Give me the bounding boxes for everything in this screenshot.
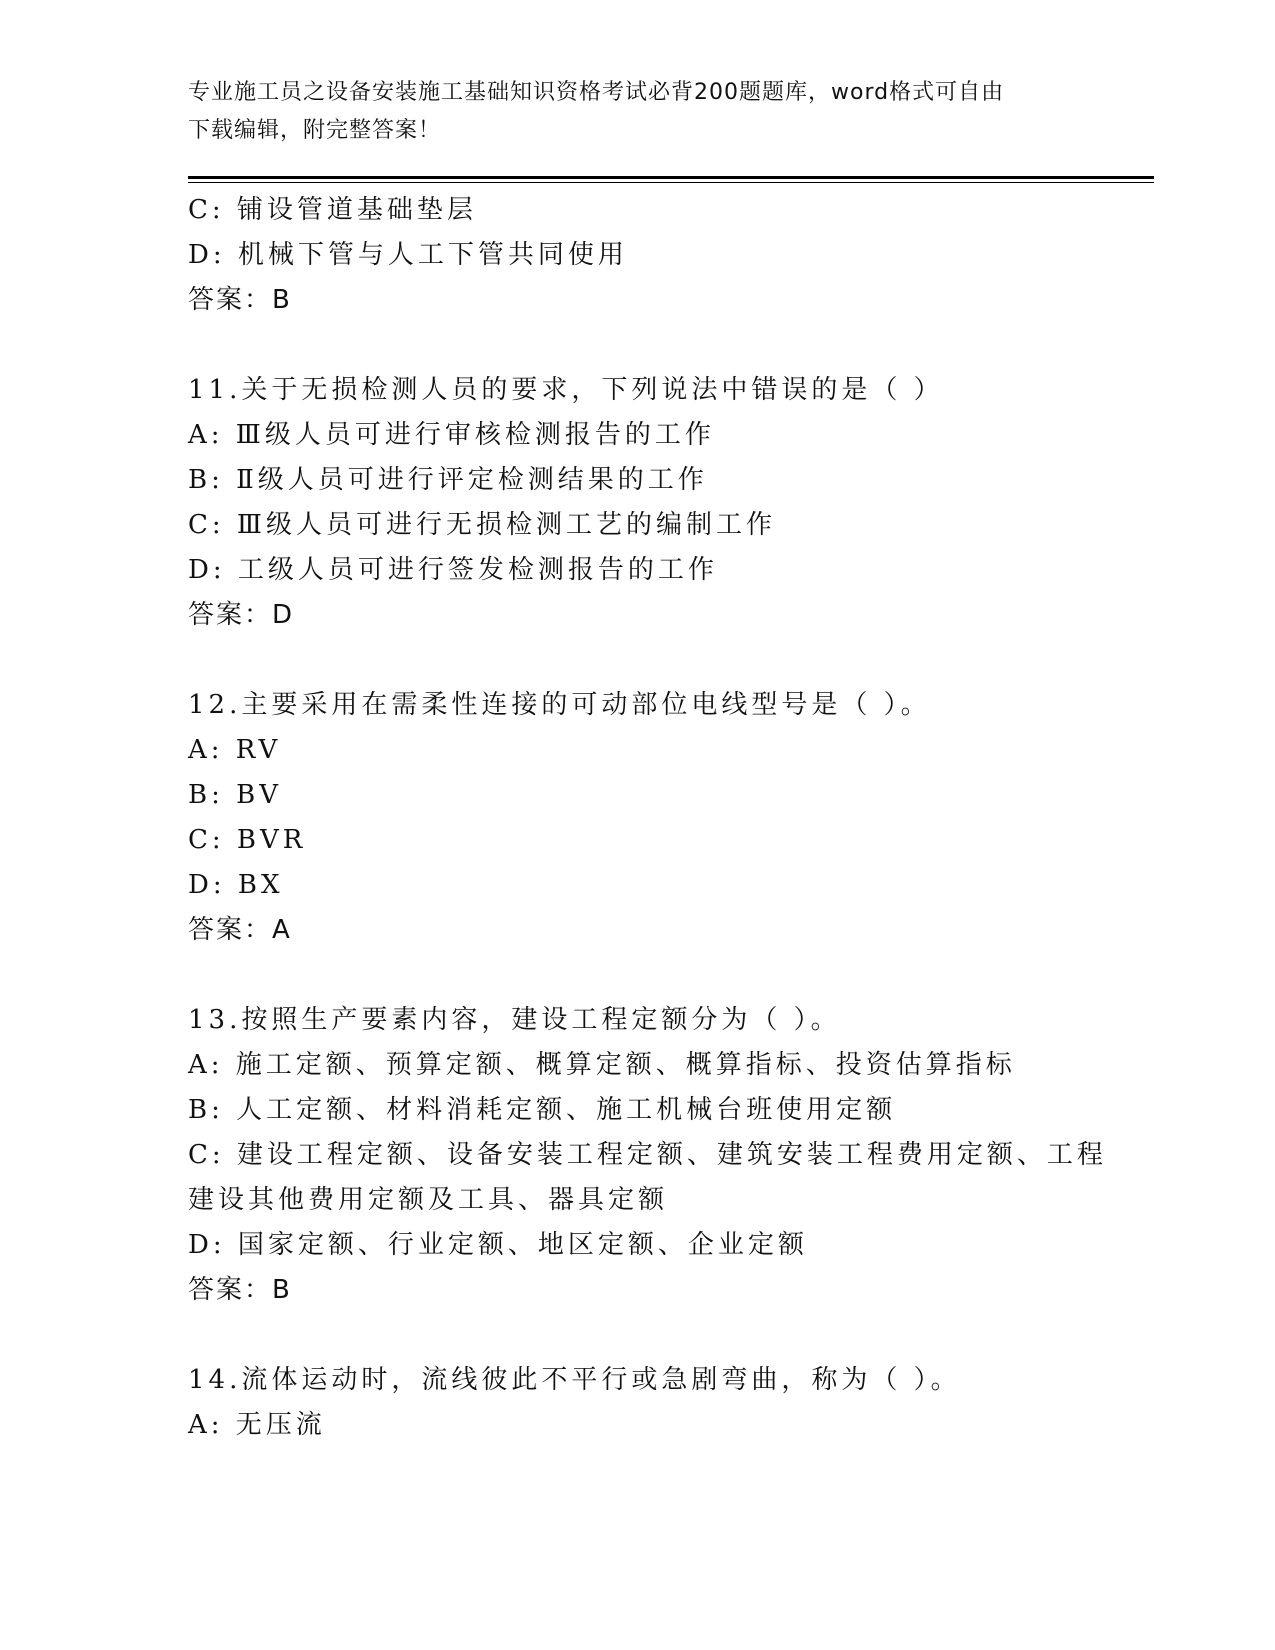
option-a: A: Ⅲ级人员可进行审核检测报告的工作 xyxy=(188,420,715,450)
spacer xyxy=(188,323,1088,368)
answer-line: 答案：A xyxy=(188,915,292,945)
option-d: D: 机械下管与人工下管共同使用 xyxy=(188,240,628,270)
question-stem: 13.按照生产要素内容，建设工程定额分为（ ）。 xyxy=(188,1005,841,1035)
document-header xyxy=(188,74,1068,150)
option-b: B: 人工定额、材料消耗定额、施工机械台班使用定额 xyxy=(188,1095,897,1125)
question-stem: 12.主要采用在需柔性连接的可动部位电线型号是（ ）。 xyxy=(188,690,931,720)
option-c: C: Ⅲ级人员可进行无损检测工艺的编制工作 xyxy=(188,510,776,540)
spacer xyxy=(188,953,1088,998)
question-11 xyxy=(188,368,1088,638)
answer-line: 答案：B xyxy=(188,1275,292,1305)
option-d: D: 工级人员可进行签发检测报告的工作 xyxy=(188,555,718,585)
option-c-continued: 建设其他费用定额及工具、器具定额 xyxy=(188,1185,669,1215)
option-d: D: BX xyxy=(188,870,284,900)
question-stem: 11.关于无损检测人员的要求，下列说法中错误的是（ ） xyxy=(188,375,944,405)
spacer xyxy=(188,1313,1088,1358)
spacer xyxy=(188,638,1088,683)
header-title-line-1: 专业施工员之设备安装施工基础知识资格考试必背200题题库，word格式可自由 xyxy=(188,80,1005,105)
option-c: C: 铺设管道基础垫层 xyxy=(188,195,477,225)
option-c: C: 建设工程定额、设备安装工程定额、建筑安装工程费用定额、工程 xyxy=(188,1140,1107,1170)
question-10-fragment xyxy=(188,188,1088,323)
option-b: B: BV xyxy=(188,780,283,810)
option-b: B: Ⅱ级人员可进行评定检测结果的工作 xyxy=(188,465,708,495)
header-divider-thin xyxy=(188,182,1154,183)
question-12 xyxy=(188,683,1088,953)
header-divider-thick xyxy=(188,176,1154,179)
option-a: A: RV xyxy=(188,735,282,765)
question-content xyxy=(188,188,1107,1448)
answer-line: 答案：D xyxy=(188,600,295,630)
option-a: A: 施工定额、预算定额、概算定额、概算指标、投资估算指标 xyxy=(188,1050,1016,1080)
question-14 xyxy=(188,1358,1088,1448)
question-stem: 14.流体运动时，流线彼此不平行或急剧弯曲，称为（ ）。 xyxy=(188,1365,961,1395)
option-a: A: 无压流 xyxy=(188,1410,326,1440)
answer-line: 答案：B xyxy=(188,285,292,315)
question-13 xyxy=(188,998,1107,1313)
option-d: D: 国家定额、行业定额、地区定额、企业定额 xyxy=(188,1230,808,1260)
header-title-line-2: 下载编辑，附完整答案！ xyxy=(188,118,442,143)
option-c: C: BVR xyxy=(188,825,307,855)
